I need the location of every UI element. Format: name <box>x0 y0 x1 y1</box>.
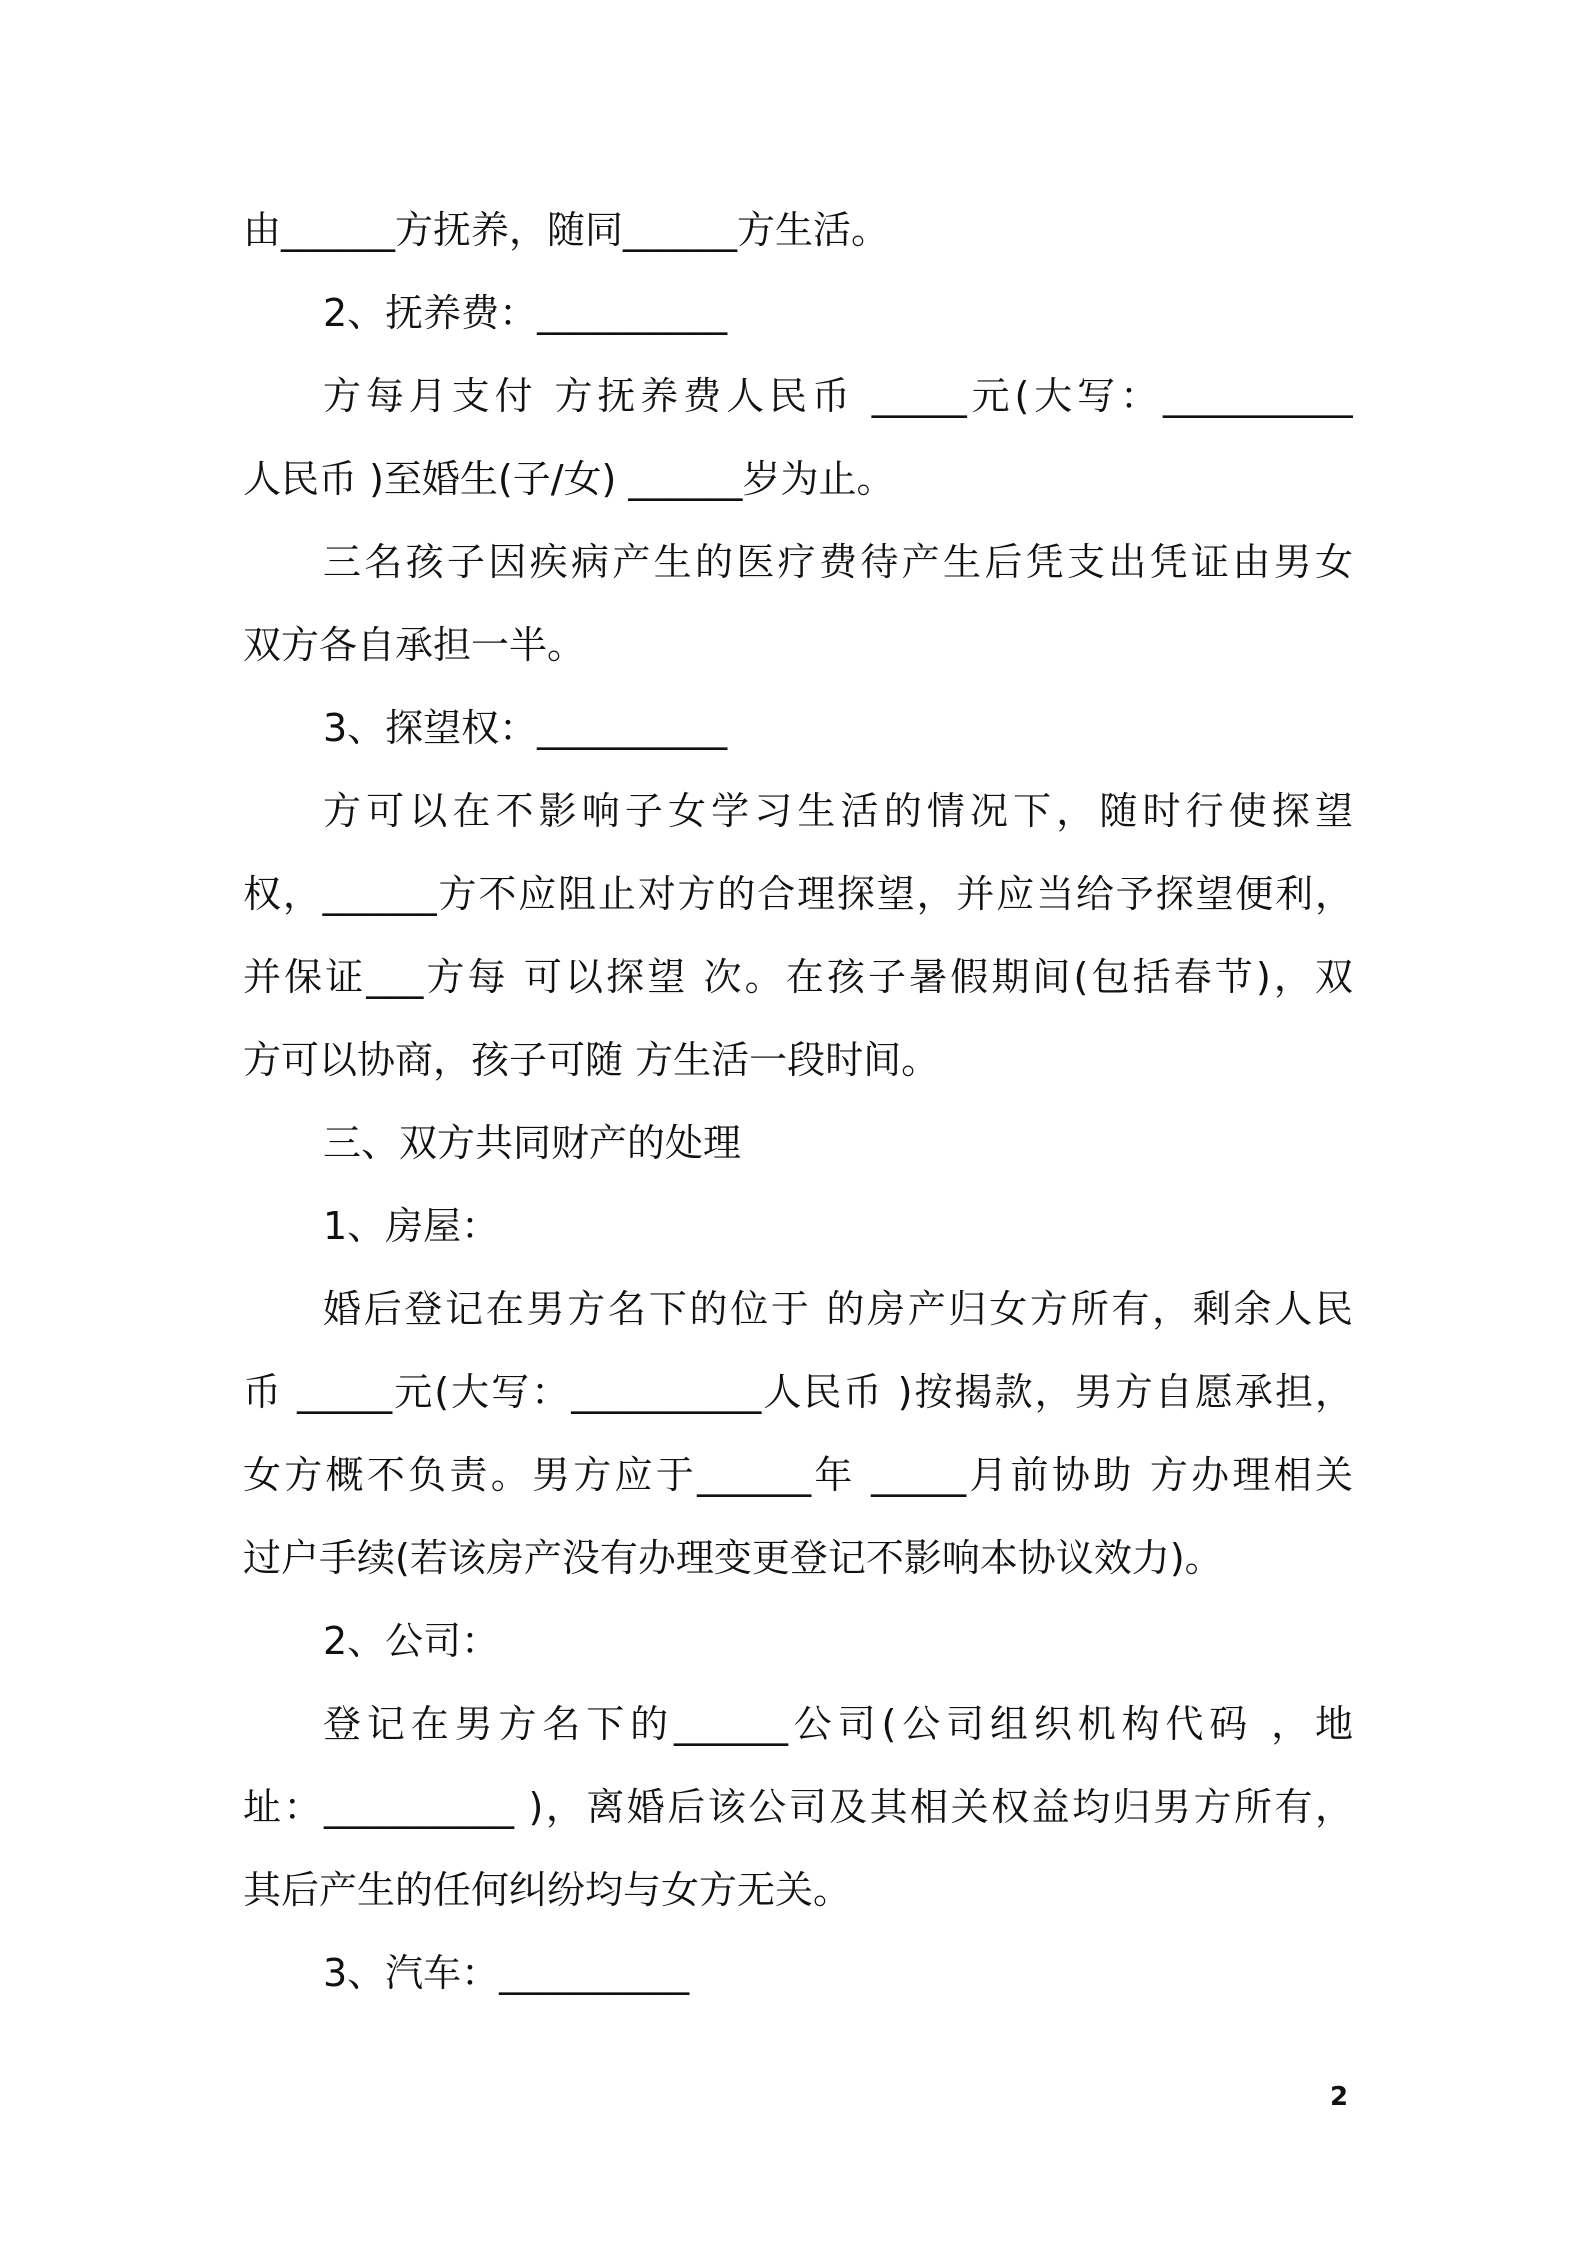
text-line: 币 _____元(大写：__________人民币 )按揭款，男方自愿承担， <box>243 1370 1353 1414</box>
text-line: 女方概不负责。男方应于______年 _____月前协助 方办理相关 <box>243 1453 1353 1497</box>
text-line: 双方各自承担一半。 <box>243 623 586 667</box>
section-heading: 三、双方共同财产的处理 <box>323 1121 742 1165</box>
text-line: 并保证___方每 可以探望 次。在孩子暑假期间(包括春节)，双 <box>243 955 1353 999</box>
text-line: 其后产生的任何纠纷均与女方无关。 <box>243 1868 852 1912</box>
text-line: 2、公司： <box>323 1619 500 1663</box>
text-line: 1、房屋： <box>323 1204 500 1248</box>
page-number: 2 <box>1330 2082 1349 2112</box>
text-line: 三名孩子因疾病产生的医疗费待产生后凭支出凭证由男女 <box>323 540 1353 584</box>
text-line: 由______方抚养，随同______方生活。 <box>243 208 890 252</box>
text-line: 方可以协商，孩子可随 方生活一段时间。 <box>243 1038 940 1082</box>
text-line: 3、汽车：__________ <box>323 1951 690 1995</box>
text-line: 权，______方不应阻止对方的合理探望，并应当给予探望便利， <box>243 872 1353 916</box>
text-line: 登记在男方名下的______公司(公司组织机构代码 ，地 <box>323 1702 1353 1746</box>
text-line: 过户手续(若该房产没有办理变更登记不影响本协议效力)。 <box>243 1536 1223 1580</box>
text-line: 方每月支付 方抚养费人民币 _____元(大写：__________ <box>323 374 1353 418</box>
text-line: 人民币 )至婚生(子/女) ______岁为止。 <box>243 457 895 501</box>
text-line: 方可以在不影响子女学习生活的情况下，随时行使探望 <box>323 789 1353 833</box>
text-line: 2、抚养费：__________ <box>323 291 728 335</box>
text-line: 婚后登记在男方名下的位于 的房产归女方所有，剩余人民 <box>323 1287 1353 1331</box>
text-line: 3、探望权：__________ <box>323 706 728 750</box>
text-line: 址：__________ )，离婚后该公司及其相关权益均归男方所有， <box>243 1785 1353 1829</box>
